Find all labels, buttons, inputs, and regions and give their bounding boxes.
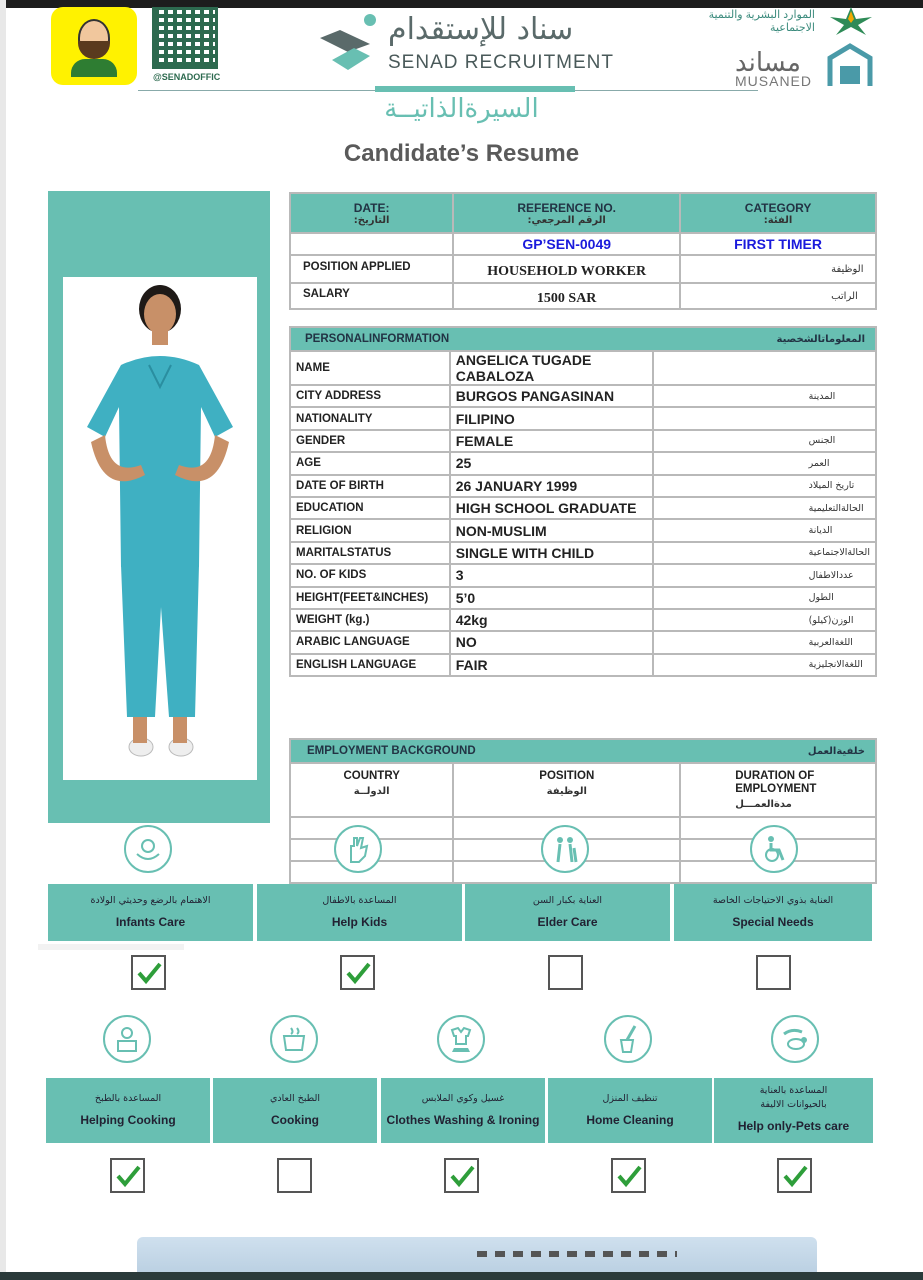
employment-title-ar: خلفيةالعمل <box>680 739 876 763</box>
field-label-ar: الطول <box>653 587 876 609</box>
skill-label: Cooking <box>271 1113 319 1127</box>
personal-info-row <box>290 385 876 407</box>
musaned-english: MUSANED <box>735 73 813 89</box>
left-border <box>0 0 6 1280</box>
skill-card <box>465 884 670 941</box>
salary-label: SALARY <box>290 283 453 309</box>
skill-card <box>213 1078 377 1143</box>
field-label: WEIGHT (kg.) <box>290 609 450 631</box>
skill-label-ar: العناية بكبار السن <box>532 895 603 906</box>
field-label-ar: عددالاطفال <box>653 564 876 586</box>
category-header: CATEGORY الفئة: <box>680 193 876 233</box>
field-label-ar: الديانة <box>653 519 876 541</box>
skill-label: Elder Care <box>537 915 598 929</box>
ministry-logo-icon <box>828 5 874 35</box>
special-needs-icon <box>750 825 798 873</box>
personal-info-row <box>290 497 876 519</box>
page-title: Candidate’s Resume <box>343 140 580 167</box>
field-label-ar <box>653 407 876 429</box>
skill-label-ar: الاهتمام بالرضع وحديثي الولادة <box>90 895 211 906</box>
help-kids-icon <box>334 825 382 873</box>
skill-card <box>257 884 462 941</box>
field-label: AGE <box>290 452 450 474</box>
checkmark-icon <box>449 1163 475 1189</box>
field-label-ar: المدينة <box>653 385 876 407</box>
personal-info-row <box>290 351 876 385</box>
skill-checkbox[interactable] <box>340 955 375 990</box>
skill-card <box>674 884 872 941</box>
checkmark-icon <box>782 1163 808 1189</box>
personal-info-title-ar: المعلوماتالشخصية <box>653 327 876 351</box>
personal-info-row <box>290 452 876 474</box>
checkmark-icon <box>136 960 162 986</box>
field-label: NO. OF KIDS <box>290 564 450 586</box>
cleaning-icon <box>604 1015 652 1063</box>
skill-label-ar: المساعدة بالطبخ <box>94 1093 162 1104</box>
personal-info-row <box>290 407 876 429</box>
field-label: HEIGHT(FEET&INCHES) <box>290 587 450 609</box>
field-label-ar: الجنس <box>653 430 876 452</box>
skill-label: Special Needs <box>732 915 814 929</box>
field-value: 3 <box>450 564 653 586</box>
qr-code <box>152 7 218 69</box>
skill-label: Clothes Washing & Ironing <box>386 1113 540 1127</box>
skill-card <box>548 1078 712 1143</box>
field-value: ANGELICA TUGADE CABALOZA <box>450 351 653 385</box>
skill-label-ar: غسيل وكوي الملابس <box>421 1093 505 1104</box>
field-label: EDUCATION <box>290 497 450 519</box>
field-label: CITY ADDRESS <box>290 385 450 407</box>
field-value: FEMALE <box>450 430 653 452</box>
candidate-photo <box>63 277 257 780</box>
skill-checkbox[interactable] <box>277 1158 312 1193</box>
skill-label-ar: الطبخ العادي <box>269 1093 321 1104</box>
reference-value: GP’SEN-0049 <box>453 233 680 255</box>
skill-checkbox[interactable] <box>131 955 166 990</box>
skill-label: Infants Care <box>115 915 186 929</box>
personal-info-row <box>290 587 876 609</box>
skill-card <box>714 1078 873 1143</box>
field-label-ar: اللغةالعربية <box>653 631 876 653</box>
musaned-arabic: مساند <box>735 47 801 77</box>
elder-care-icon <box>541 825 589 873</box>
skill-card <box>381 1078 545 1143</box>
skill-checkbox[interactable] <box>756 955 791 990</box>
checkmark-icon <box>115 1163 141 1189</box>
field-label-ar: الوزن(كيلو) <box>653 609 876 631</box>
field-value: 42kg <box>450 609 653 631</box>
field-label-ar <box>653 351 876 385</box>
personal-info-row <box>290 430 876 452</box>
divider-stripe <box>38 944 184 950</box>
personal-info-title: PERSONALINFORMATION <box>290 327 653 351</box>
country-header: COUNTRY الدولــة <box>290 763 453 817</box>
field-label-ar: الحالةالاجتماعية <box>653 542 876 564</box>
skill-label-ar: تنظيف المنزل <box>602 1093 658 1104</box>
field-label-ar: الحالةالتعليمية <box>653 497 876 519</box>
skill-card <box>46 1078 210 1143</box>
position-label: POSITION APPLIED <box>290 255 453 283</box>
employment-title: EMPLOYMENT BACKGROUND <box>290 739 680 763</box>
cooking-pot-icon <box>270 1015 318 1063</box>
skill-label: Help only-Pets care <box>737 1119 850 1133</box>
emp-position-header: POSITION الوظيفة <box>453 763 680 817</box>
infant-care-icon <box>124 825 172 873</box>
field-label-ar: تاريخ الميلاد <box>653 475 876 497</box>
checkmark-icon <box>345 960 371 986</box>
skill-label-ar: العناية بذوي الاحتياجات الخاصة <box>712 895 834 906</box>
field-value: NO <box>450 631 653 653</box>
field-value: FILIPINO <box>450 407 653 429</box>
personal-info-row <box>290 609 876 631</box>
personal-info-row <box>290 475 876 497</box>
salary-value: 1500 SAR <box>453 283 680 309</box>
reference-header: REFERENCE NO. الرقم المرجعي: <box>453 193 680 233</box>
field-value: 5’0 <box>450 587 653 609</box>
field-label: MARITALSTATUS <box>290 542 450 564</box>
field-label-ar: العمر <box>653 452 876 474</box>
field-label: ENGLISH LANGUAGE <box>290 654 450 676</box>
duration-header: DURATION OF EMPLOYMENT مدةالعمـــل <box>680 763 876 817</box>
skill-label-ar: المساعدة بالاطفال <box>322 895 397 906</box>
logo-arabic: سناد للإستقدام <box>388 12 574 47</box>
senad-logo-mark <box>318 12 378 74</box>
date-value <box>290 233 453 255</box>
personal-info-row <box>290 542 876 564</box>
skill-checkbox[interactable] <box>611 1158 646 1193</box>
field-label-ar: اللغةالانجليزية <box>653 654 876 676</box>
salary-label-ar: الراتب <box>680 283 876 309</box>
top-border <box>0 0 923 8</box>
skill-checkbox[interactable] <box>548 955 583 990</box>
skill-checkbox[interactable] <box>110 1158 145 1193</box>
field-value: 26 JANUARY 1999 <box>450 475 653 497</box>
field-value: SINGLE WITH CHILD <box>450 542 653 564</box>
personal-info-row <box>290 564 876 586</box>
skill-label: Home Cleaning <box>586 1113 674 1127</box>
skill-label: Help Kids <box>331 915 388 929</box>
field-label: ARABIC LANGUAGE <box>290 631 450 653</box>
reference-table <box>289 192 877 310</box>
field-label: NAME <box>290 351 450 385</box>
skill-card <box>48 884 253 941</box>
field-value: FAIR <box>450 654 653 676</box>
helping-cooking-icon <box>103 1015 151 1063</box>
personal-info-table <box>289 326 877 677</box>
ministry-text: الموارد البشرية والتنمية الاجتماعية <box>708 9 815 34</box>
field-label: GENDER <box>290 430 450 452</box>
logo-english: SENAD RECRUITMENT <box>388 52 615 73</box>
position-label-ar: الوظيفة <box>680 255 876 283</box>
bottom-border <box>0 1272 923 1280</box>
position-value: HOUSEHOLD WORKER <box>453 255 680 283</box>
title-arabic: السيرةالذاتيــة <box>384 94 539 124</box>
date-header: DATE: التاريخ: <box>290 193 453 233</box>
checkmark-icon <box>616 1163 642 1189</box>
header-accent-bar <box>375 86 575 92</box>
skill-checkbox[interactable] <box>444 1158 479 1193</box>
pet-care-icon <box>771 1015 819 1063</box>
snapcode-image <box>51 7 137 85</box>
field-label: RELIGION <box>290 519 450 541</box>
field-label: DATE OF BIRTH <box>290 475 450 497</box>
musaned-logo-icon <box>826 42 874 88</box>
social-handle: @SENADOFFIC <box>153 72 221 82</box>
category-value: FIRST TIMER <box>680 233 876 255</box>
personal-info-row <box>290 519 876 541</box>
field-value: 25 <box>450 452 653 474</box>
skill-label-ar: المساعدة بالعناية بالحيوانات الاليفة <box>759 1085 828 1110</box>
skill-label: Helping Cooking <box>80 1113 176 1127</box>
field-label: NATIONALITY <box>290 407 450 429</box>
personal-info-row <box>290 654 876 676</box>
personal-info-row <box>290 631 876 653</box>
field-value: HIGH SCHOOL GRADUATE <box>450 497 653 519</box>
field-value: BURGOS PANGASINAN <box>450 385 653 407</box>
laundry-icon <box>437 1015 485 1063</box>
skill-checkbox[interactable] <box>777 1158 812 1193</box>
field-value: NON-MUSLIM <box>450 519 653 541</box>
